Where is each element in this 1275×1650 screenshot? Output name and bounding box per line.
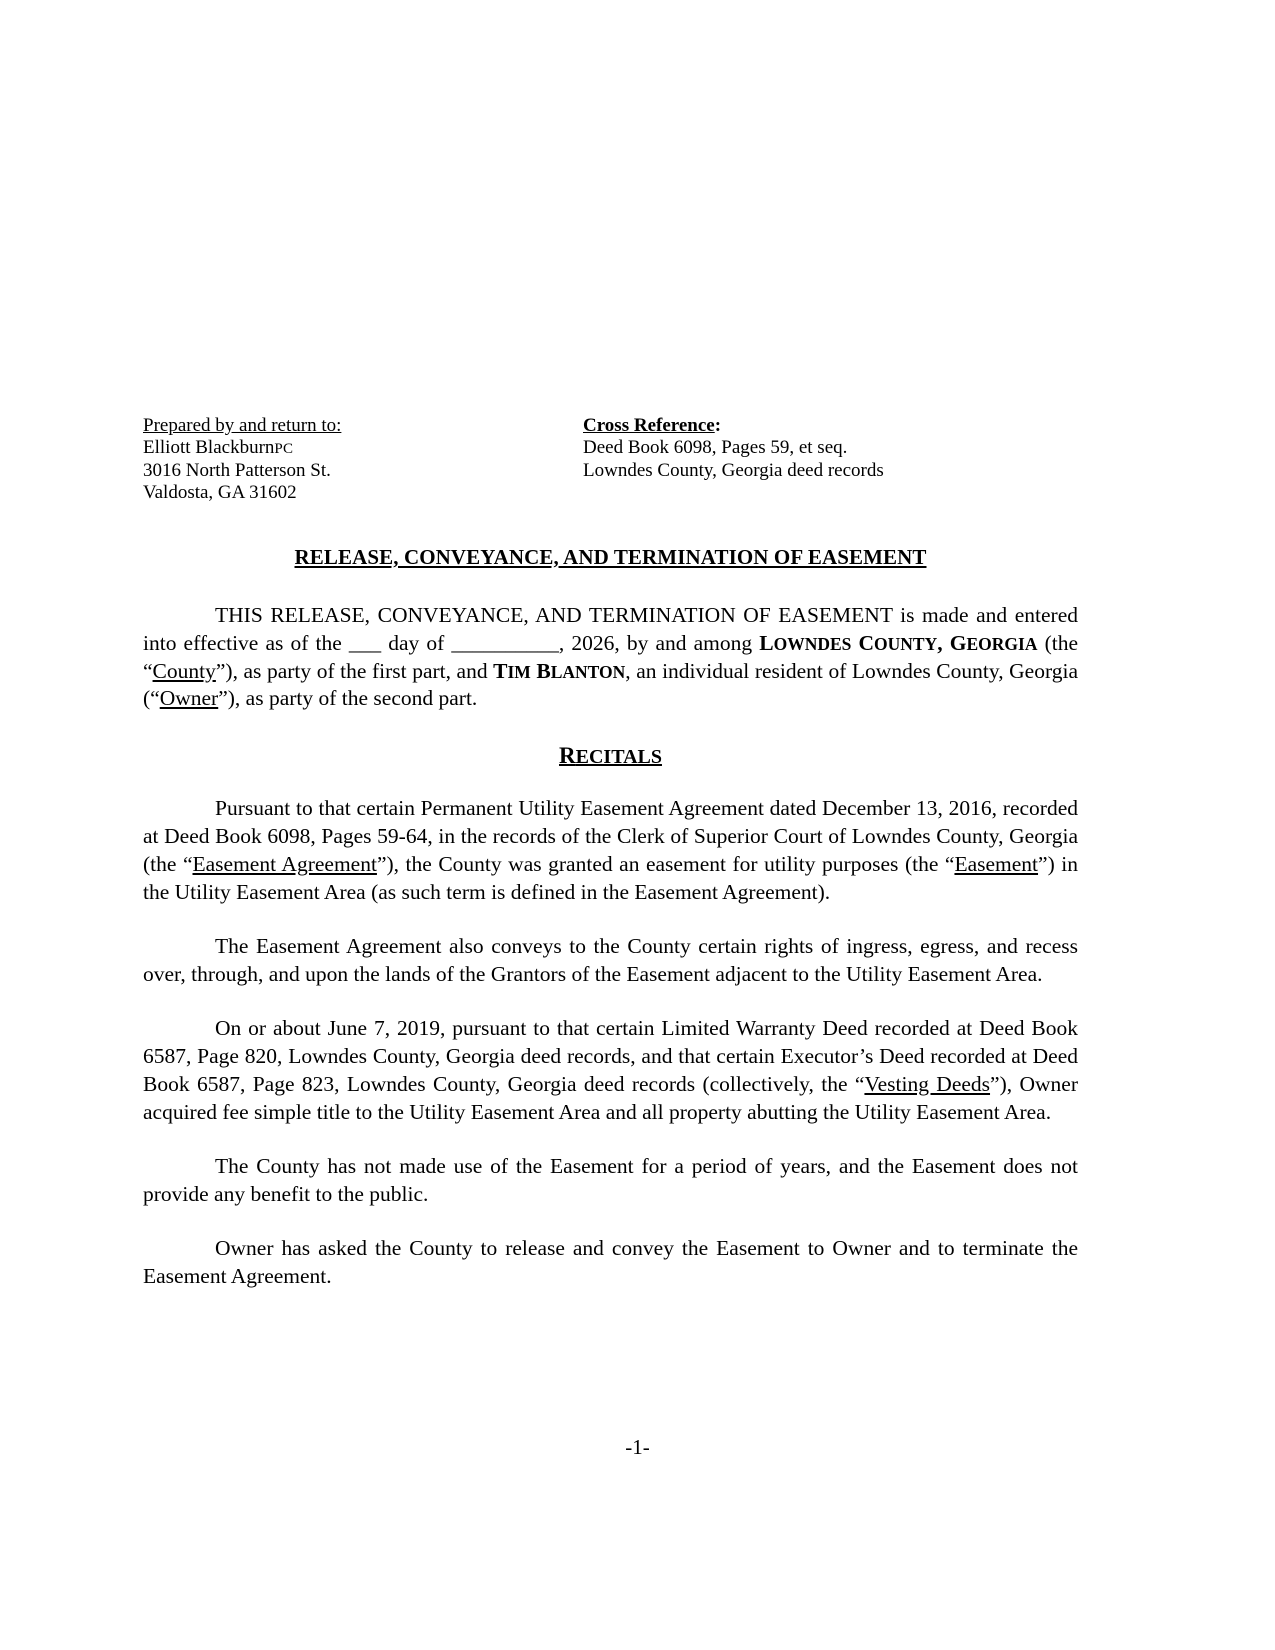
defined-term: Easement [954,852,1039,877]
intro-seg4: , an individual resident of Lowndes County, Georgia (“ [143,658,1078,711]
defined-term-owner: Owner [159,686,219,711]
prepared-by-name: Elliott BlackburnPC [143,437,294,459]
page-number: -1- [625,1435,650,1459]
recital-paragraph: On or about June 7, 2019, pursuant to that certain Limited Warranty Deed recorded at Deed Book 6587, Page 820, Lowndes County, Georgia deed records, and that certain Executor’s Deed recorded at Deed Book 6587, Page 823, Lowndes County, Georgia deed records (collectively, the “Vesting Deeds”), Owner acquired fee simple title to the Utility Easement Area and all property abutting the Utility Easement Area. [143,1016,1078,1124]
defined-term: Easement Agreement [192,852,377,877]
prepared-by-label: Prepared by and return to: [143,415,342,436]
prepared-by-suffix: PC [274,441,294,458]
party-tim-blanton: TIM BLANTON [493,658,626,683]
cross-reference-line1: Deed Book 6098, Pages 59, et seq. [583,437,848,459]
recitals-heading: RECITALS [559,743,662,769]
cross-reference-block [583,415,1053,505]
intro-paragraph [143,602,1078,714]
cross-reference-colon: : [714,415,722,436]
cross-reference-line2: Lowndes County, Georgia deed records [583,459,884,481]
recital-paragraph: The Easement Agreement also conveys to the County certain rights of ingress, egress, and recess over, through, and upon the lands of the Grantors of the Easement adjacent to the Utility Easement Area. [143,934,1078,987]
recital-paragraph: Owner has asked the County to release and convey the Easement to Owner and to terminate the Easement Agreement. [143,1235,1078,1288]
intro-seg3: ”), as party of the first part, and [215,658,494,683]
header-block [143,415,1078,505]
prepared-by-address-line2: Valdosta, GA 31602 [143,482,297,504]
cross-reference-label: Cross Reference [583,415,715,436]
prepared-by-address-line1: 3016 North Patterson St. [143,459,331,481]
defined-term-county: County [152,658,216,683]
cross-reference-label-row [583,415,1053,437]
recital-paragraph: Pursuant to that certain Permanent Utility Easement Agreement dated December 13, 2016, recorded at Deed Book 6098, Pages 59-64, in the records of the Clerk of Superior Court of Lowndes County, Georgia (the “Easement Agreement”), the County was granted an easement for utility purposes (the “Easement”) in the Utility Easement Area (as such term is defined in the Easement Agreement). [143,796,1078,905]
party-lowndes-county-georgia: LOWNDES COUNTY, GEORGIA [759,630,1038,655]
prepared-by-block [143,415,583,505]
document-title: RELEASE, CONVEYANCE, AND TERMINATION OF EASEMENT [294,544,927,569]
recital-paragraph: The County has not made use of the Easement for a period of years, and the Easement does not provide any benefit to the public. [143,1153,1078,1206]
intro-seg2: (the “ [143,630,1078,683]
defined-term: Vesting Deeds [864,1071,991,1096]
document-body [143,415,1078,1291]
intro-seg1: THIS RELEASE, CONVEYANCE, AND TERMINATION OF EASEMENT is made and entered into effective as of the ___ day of __________, 2026, by and among [143,602,1078,655]
intro-seg5: ”), as party of the second part. [218,686,478,711]
